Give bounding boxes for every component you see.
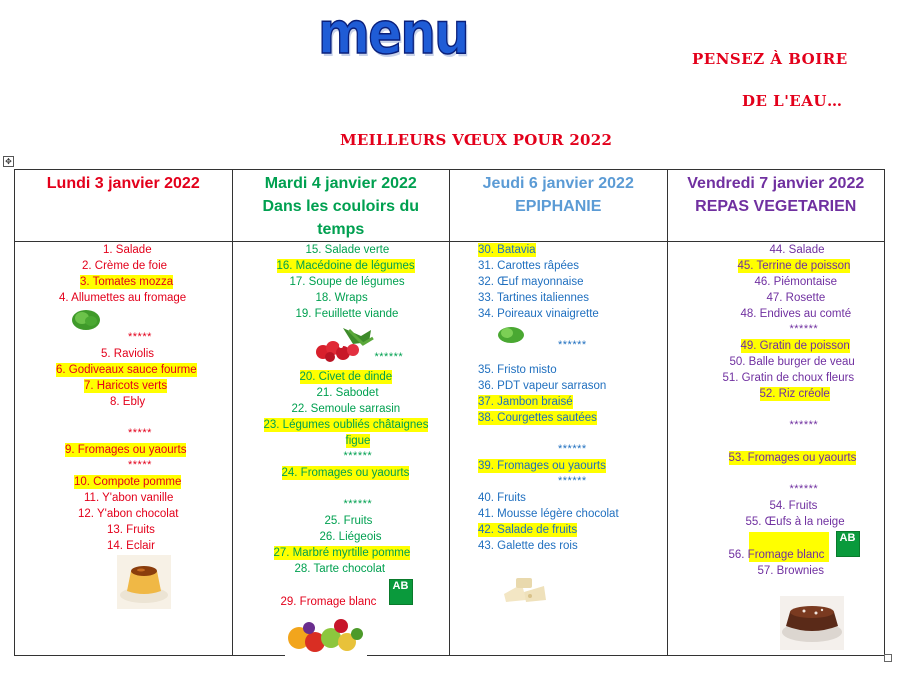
lettuce-image [70,307,102,331]
menu-item: 19. Feuillette viande [295,308,399,320]
separator: ****** [374,351,404,363]
separator: ****** [343,450,373,462]
menu-item: 18. Wraps [315,292,368,304]
menu-item: 34. Poireaux vinaigrette [478,308,599,320]
menu-item: 51. Gratin de choux fleurs [722,372,855,384]
day-header-lundi [15,170,233,242]
menu-item: 27. Marbré myrtille pomme [273,547,411,559]
separator: ****** [558,339,587,351]
column-jeudi [450,242,668,656]
menu-item: 52. Riz créole [759,388,830,400]
day-header-jeudi [450,170,668,242]
menu-item: 20. Civet de dinde [299,371,393,383]
menu-item: 8. Ebly [110,396,146,408]
menu-item: 6. Godiveaux sauce fourme [56,364,197,376]
separator: ****** [789,419,819,431]
menu-item: 38. Courgettes sautées [478,412,597,424]
menu-item: 26. Liégeois [319,531,382,543]
day-theme: EPIPHANIE [515,198,602,215]
menu-item: 48. Endives au comté [740,308,852,320]
menu-item: 25. Fruits [324,515,373,527]
menu-item: 28. Tarte chocolat [294,563,386,575]
menu-item: 16. Macédoine de légumes [276,260,415,272]
menu-item: 1. Salade [103,244,152,256]
menu-item: 5. Raviolis [101,348,155,360]
menu-item: 14. Eclair [107,540,155,552]
organic-ab-logo: AB [389,579,413,605]
day-header-vendredi [667,170,885,242]
menu-item: 24. Fromages ou yaourts [281,467,410,479]
menu-item: 42. Salade de fruits [478,524,578,536]
day-name: Vendredi 7 janvier 2022 [687,175,865,192]
menu-item: 39. Fromages ou yaourts [478,460,606,472]
reminder-line-1: PENSEZ À BOIRE [692,50,848,68]
menu-item: 29. Fromage blanc [280,596,377,608]
menu-item: figue [345,435,371,447]
menu-item: 53. Fromages ou yaourts [728,452,857,464]
menu-item: 30. Batavia [478,244,536,256]
menu-item: 21. Sabodet [316,387,379,399]
menu-item: 4. Allumettes au fromage [59,292,187,304]
menu-item: 12. Y'abon chocolat [78,508,179,520]
menu-item: 46. Piémontaise [754,276,837,288]
weekly-menu-table [14,169,885,656]
menu-item: 56. Fromage blanc [728,549,825,561]
menu-item: 44. Salade [769,244,825,256]
lettuce-image [496,324,526,344]
menu-item: 37. Jambon braisé [478,396,573,408]
menu-item: 47. Rosette [766,292,826,304]
menu-item: 49. Gratin de poisson [740,340,850,352]
menu-item: 54. Fruits [769,500,818,512]
header-row [15,170,885,242]
day-name: Jeudi 6 janvier 2022 [482,175,634,192]
menu-item: 15. Salade verte [305,244,390,256]
new-year-wishes: MEILLEURS VŒUX POUR 2022 [340,131,613,149]
day-theme: REPAS VEGETARIEN [695,198,857,215]
menu-item: 41. Mousse légère chocolat [478,508,619,520]
menu-item: 31. Carottes râpées [478,260,580,272]
menu-item: 36. PDT vapeur sarrason [478,380,607,392]
separator: ****** [789,323,819,335]
menu-item: 3. Tomates mozza [80,276,174,288]
brownie-image [780,596,844,650]
menu-item: 50. Balle burger de veau [729,356,855,368]
day-theme: Dans les couloirs du temps [262,198,419,238]
menu-item: 10. Compote pomme [74,476,182,488]
reminder-line-2: DE L'EAU… [742,92,843,110]
column-lundi [15,242,233,656]
menu-item: 40. Fruits [478,492,526,504]
separator: ***** [128,459,152,471]
menu-item: 9. Fromages ou yaourts [65,444,187,456]
fruits-image [285,612,367,656]
menu-item: 23. Légumes oubliés châtaignes [263,419,429,431]
menu-item: 43. Galette des rois [478,540,578,552]
menu-item: 45. Terrine de poisson [737,260,851,272]
menu-item: 7. Haricots verts [84,380,168,392]
menu-item: 57. Brownies [757,565,824,577]
separator: ***** [128,331,152,343]
separator: ****** [558,443,587,455]
table-move-handle-icon[interactable]: ✥ [3,156,14,167]
day-name: Mardi 4 janvier 2022 [264,175,417,192]
cheese-image [500,574,550,606]
menu-item: 32. Œuf mayonnaise [478,276,584,288]
column-vendredi [667,242,885,656]
menu-logo: menu [318,0,468,67]
separator: ****** [343,498,373,510]
menu-item: 17. Soupe de légumes [289,276,405,288]
menu-item: 2. Crème de foie [82,260,168,272]
column-mardi [232,242,450,656]
table-resize-handle-icon[interactable] [884,654,892,662]
menu-item: 13. Fruits [107,524,155,536]
menu-item: 11. Y'abon vanille [84,492,174,504]
separator: ****** [789,483,819,495]
menu-item: 35. Fristo misto [478,364,557,376]
radish-image [313,326,375,364]
organic-ab-logo: AB [836,531,860,557]
menu-item: 22. Semoule sarrasin [291,403,401,415]
day-header-mardi [232,170,450,242]
menu-row [15,242,885,656]
separator: ***** [128,427,152,439]
separator: ****** [558,475,587,487]
menu-item: 55. Œufs à la neige [745,516,845,528]
flan-image [117,555,171,609]
day-name: Lundi 3 janvier 2022 [46,175,200,192]
menu-item: 33. Tartines italiennes [478,292,590,304]
